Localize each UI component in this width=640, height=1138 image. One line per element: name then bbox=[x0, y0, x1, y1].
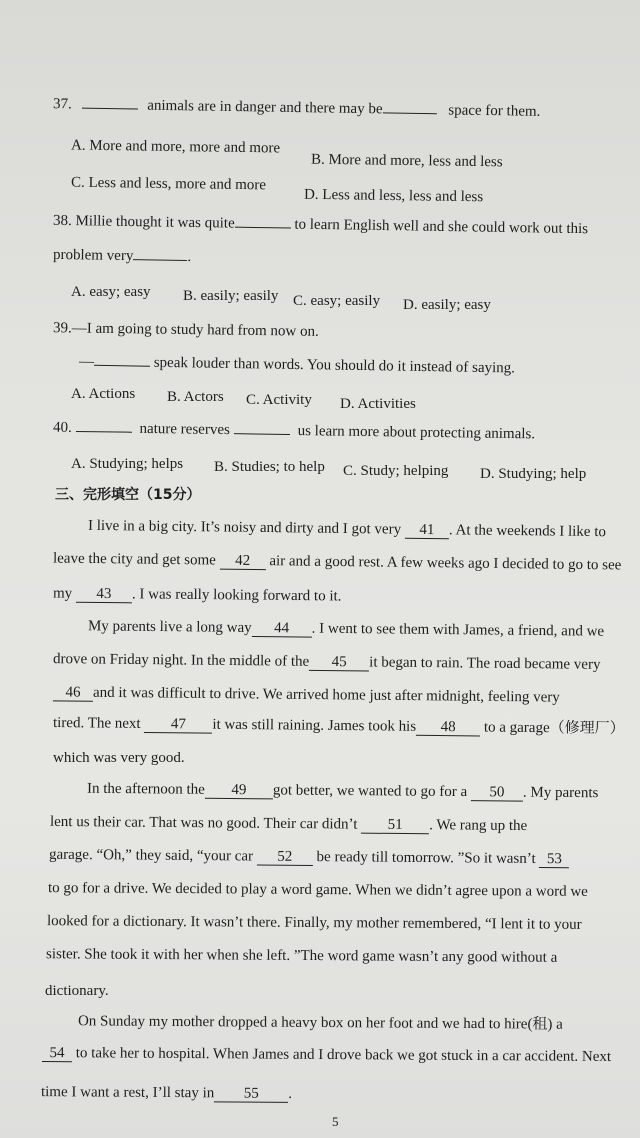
p3-line-6: sister. She took it with her when she left. ”The word game wasn’t any good without a bbox=[45, 946, 558, 966]
q38-text-1: 38. Millie thought it was quite bbox=[52, 212, 235, 232]
p3-text-2: got better, we wanted to go for a bbox=[272, 782, 468, 801]
p3-text-6: garage. “Oh,” they said, “your car bbox=[48, 846, 254, 865]
q40-line bbox=[53, 418, 535, 445]
q40-option-d: D. Studying; help bbox=[480, 466, 587, 482]
p3-text-1: In the afternoon the bbox=[86, 780, 205, 798]
q40-text-1: nature reserves bbox=[139, 420, 230, 439]
p2-text-5: and it was difficult to drive. We arrived home just after midnight, feeling very bbox=[92, 684, 560, 706]
p3-text-4: lent us their car. That was no good. Their car didn’t bbox=[49, 813, 358, 833]
p3-line-1 bbox=[87, 779, 599, 803]
blank-43: 43 bbox=[76, 586, 132, 604]
q40-option-b: B. Studies; to help bbox=[214, 459, 325, 475]
p3-text-5: . We rang up the bbox=[429, 817, 528, 835]
section-title: 三、完形填空（15分） bbox=[55, 487, 201, 503]
p1-line-3 bbox=[53, 583, 342, 606]
blank-47: 47 bbox=[144, 716, 212, 734]
q40-text-2: us learn more about protecting animals. bbox=[297, 423, 536, 443]
q38-option-b: B. easily; easily bbox=[183, 288, 279, 304]
p2-text-3: drove on Friday night. In the middle of the bbox=[52, 651, 310, 670]
q40-blank-2 bbox=[234, 433, 290, 435]
q38-option-d: D. easily; easy bbox=[403, 297, 491, 313]
q39-text: speak louder than words. You should do it instead of saying. bbox=[153, 354, 516, 377]
p3-text-3: . My parents bbox=[522, 784, 599, 802]
q39-blank bbox=[94, 365, 150, 367]
q38-line-2: problem very . bbox=[52, 246, 192, 266]
blank-51: 51 bbox=[361, 817, 429, 835]
q37-text-2: space for them. bbox=[448, 102, 541, 120]
q37-option-a: A. More and more, more and more bbox=[70, 137, 281, 157]
q40-option-a: A. Studying; helps bbox=[71, 456, 184, 472]
p4-text-1: to take her to hospital. When James and I drove back we got stuck in a car accident. Next bbox=[75, 1045, 612, 1065]
q37-blank-1 bbox=[81, 108, 137, 110]
blank-49: 49 bbox=[205, 782, 273, 800]
q38-text-2: to learn English well and she could work out this bbox=[294, 216, 589, 238]
q38-blank-1 bbox=[235, 227, 291, 229]
p2-text-2: . I went to see them with James, a friend, and we bbox=[311, 620, 605, 640]
page-number: 5 bbox=[332, 1114, 339, 1129]
p2-line-1 bbox=[88, 616, 604, 641]
p1-text-2: . At the weekends I like to bbox=[448, 522, 607, 541]
q40-blank-1 bbox=[76, 431, 132, 433]
p1-line-1 bbox=[88, 516, 606, 542]
q39-line-2 bbox=[79, 352, 515, 379]
p2-line-3 bbox=[53, 682, 560, 707]
p3-line-7: dictionary. bbox=[45, 983, 109, 999]
blank-55: 55 bbox=[214, 1085, 288, 1103]
p4-line-3 bbox=[41, 1082, 292, 1104]
p2-text-1: My parents live a long way bbox=[87, 618, 252, 637]
q37-number: 37. bbox=[52, 96, 72, 113]
q37-option-b: B. More and more, less and less bbox=[310, 151, 503, 171]
p2-line-4 bbox=[53, 713, 625, 739]
p4-line-2 bbox=[42, 1043, 611, 1067]
blank-54: 54 bbox=[42, 1045, 72, 1062]
q40-option-c: C. Study; helping bbox=[343, 463, 449, 479]
p4-text-3: . bbox=[288, 1085, 293, 1102]
blank-52: 52 bbox=[257, 849, 313, 866]
q40-number: 40. bbox=[52, 419, 72, 436]
blank-41: 41 bbox=[405, 522, 449, 540]
q38-text-3: problem very bbox=[52, 246, 134, 265]
p2-text-4: it began to rain. The road became very bbox=[369, 654, 601, 673]
q37-option-d: D. Less and less, less and less bbox=[303, 186, 484, 206]
p1-line-2 bbox=[53, 549, 622, 576]
q37-blank-2 bbox=[382, 112, 436, 114]
p4-text-2: time I want a rest, I’ll stay in bbox=[40, 1084, 215, 1102]
blank-50: 50 bbox=[471, 784, 523, 801]
q39-option-c: C. Activity bbox=[246, 392, 312, 408]
q37-line bbox=[53, 94, 541, 122]
q38-line-1 bbox=[53, 211, 588, 239]
p3-text-7: be ready till tomorrow. ”So it wasn’t bbox=[316, 849, 536, 867]
p2-text-7: it was still raining. James took his bbox=[212, 716, 417, 735]
blank-45: 45 bbox=[309, 654, 369, 672]
p1-text-3: leave the city and get some bbox=[52, 550, 216, 569]
blank-44: 44 bbox=[252, 620, 312, 638]
p3-line-4: to go for a drive. We decided to play a word game. When we didn’t agree upon a word we bbox=[47, 880, 588, 900]
p1-text-5: my bbox=[52, 585, 73, 602]
p3-line-5: looked for a dictionary. It wasn’t there. Finally, my mother remembered, “I lent it to your bbox=[46, 913, 582, 933]
q39-option-b: B. Actors bbox=[167, 389, 224, 405]
p2-text-8: to a garage（修理厂） bbox=[483, 719, 625, 737]
p2-line-2 bbox=[53, 649, 601, 675]
q39-option-d: D. Activities bbox=[340, 396, 416, 412]
q37-option-c: C. Less and less, more and more bbox=[70, 174, 267, 194]
p3-line-3 bbox=[49, 845, 570, 870]
q39-dash: — bbox=[78, 353, 95, 370]
p2-line-5: which was very good. bbox=[53, 750, 185, 766]
blank-53: 53 bbox=[539, 851, 569, 868]
p2-text-6: tired. The next bbox=[52, 715, 141, 732]
q39-line-1: 39.—I am going to study hard from now on. bbox=[52, 320, 319, 340]
p1-text-6: . I was really looking forward to it. bbox=[131, 586, 342, 605]
q38-option-a: A. easy; easy bbox=[71, 284, 151, 300]
blank-42: 42 bbox=[220, 553, 266, 571]
blank-48: 48 bbox=[416, 719, 480, 737]
blank-46: 46 bbox=[53, 684, 93, 701]
p1-text-1: I live in a big city. It’s noisy and dirty and I got very bbox=[87, 517, 402, 538]
p4-line-1: On Sunday my mother dropped a heavy box on her foot and we had to hire(租) a bbox=[77, 1013, 563, 1033]
q37-text-1: animals are in danger and there may be bbox=[147, 97, 383, 118]
q39-option-a: A. Actions bbox=[71, 386, 136, 402]
q38-option-c: C. easy; easily bbox=[293, 293, 381, 309]
q38-blank-2 bbox=[133, 259, 187, 261]
p1-text-4: air and a good rest. A few weeks ago I decided to go to see bbox=[269, 553, 622, 574]
p3-line-2 bbox=[50, 812, 527, 836]
